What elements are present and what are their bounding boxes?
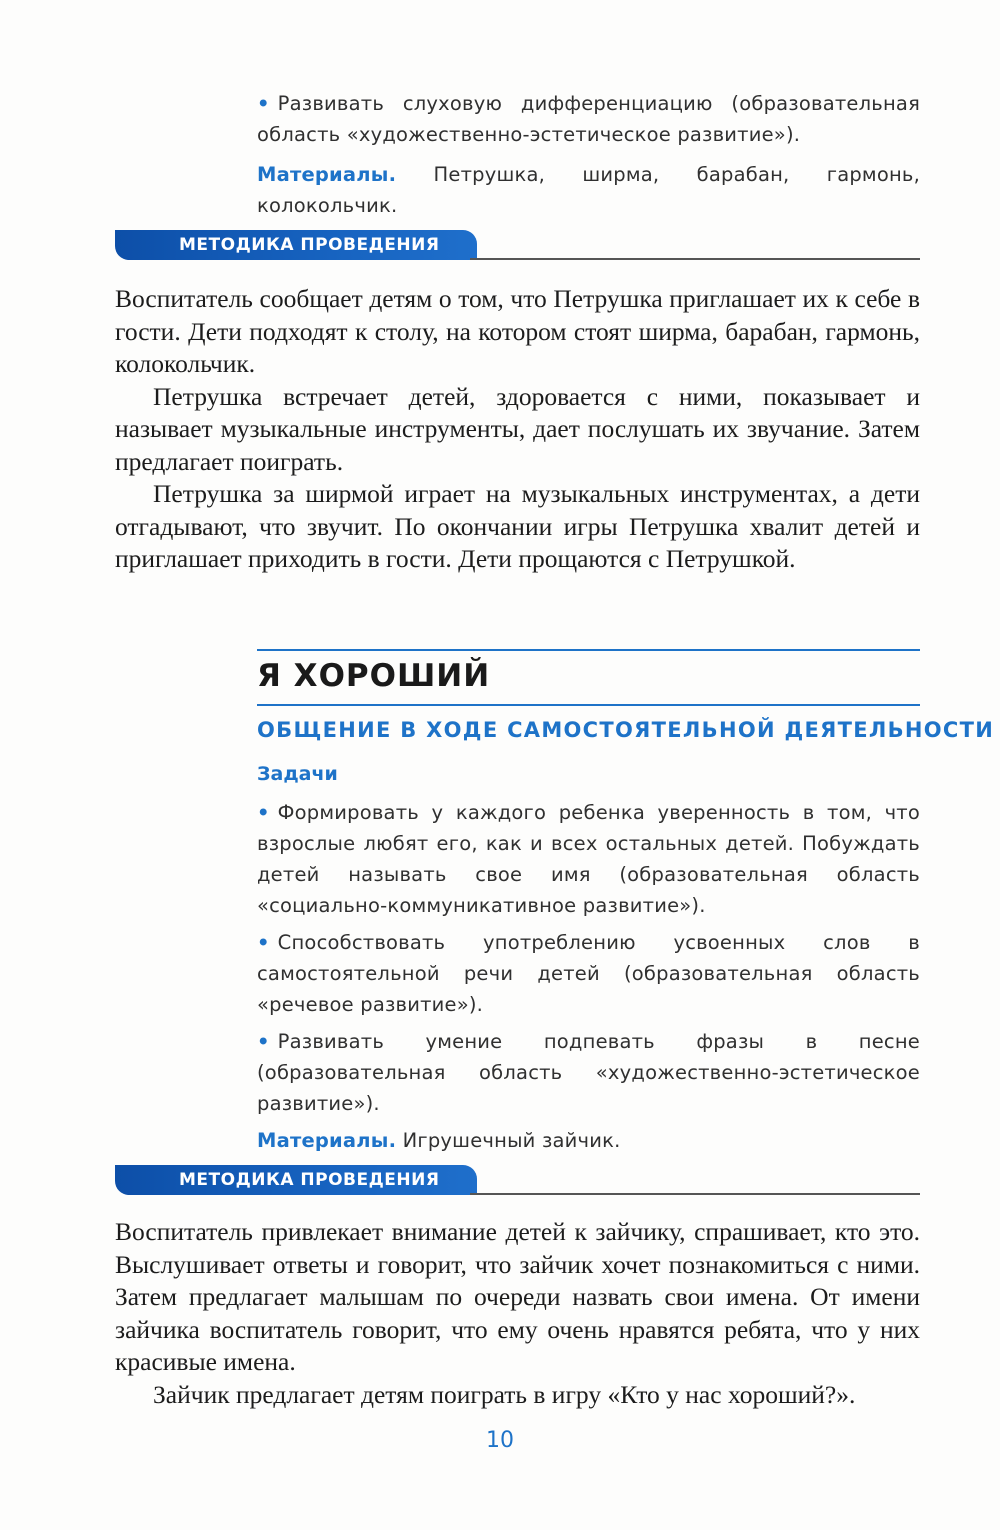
task-item [257,1026,920,1119]
top-task-text: Развивать слуховую дифференциацию (образовательная область «художественно-эстетическое развитие»). [257,92,920,146]
tasks-label: Задачи [257,763,338,785]
top-task-block [257,88,920,221]
lesson-title: Я ХОРОШИЙ [257,658,491,694]
top-task-bullet [257,88,920,150]
method-header-label: МЕТОДИКА ПРОВЕДЕНИЯ [115,1165,477,1195]
bullet-icon: • [257,801,270,824]
lesson-subtitle: ОБЩЕНИЕ В ХОДЕ САМОСТОЯТЕЛЬНОЙ ДЕЯТЕЛЬНОСТИ [257,718,995,742]
materials-label: Материалы. [257,1129,397,1152]
paragraph: Зайчик предлагает детям поиграть в игру «Кто у нас хороший?». [153,1379,856,1409]
materials-text: Петрушка, ширма, барабан, гармонь, колокольчик. [257,163,921,217]
paragraph: Воспитатель привлекает внимание детей к зайчику, спрашивает, кто это. Выслушивает ответы и говорит, что зайчик хочет познакомиться с ними. Затем предлагает малышам по очереди назвать свои имена. От имени зайчика воспитатель говорит, что ему очень нравятся ребята, что у них красивые имена. [115,1217,920,1376]
title-rule-bottom [257,704,920,706]
title-rule-top [257,649,920,651]
method-header-rule [470,1193,920,1195]
paragraph: Петрушка встречает детей, здоровается с ними, показывает и называет музыкальные инструменты, дает послушать их звучание. Затем предлагает поиграть. [115,381,920,476]
method-text-2 [115,1216,920,1411]
task-item [257,797,920,921]
bullet-icon: • [257,931,270,954]
page-number: 10 [486,1428,514,1453]
task-item [257,927,920,1020]
method-text-1 [115,283,920,576]
method-header-rule [470,258,920,260]
task-text: Формировать у каждого ребенка уверенность в том, что взрослые любят его, как и всех остальных детей. Побуждать детей называть свое имя (образовательная область «социально-коммуникативное развитие»). [257,801,920,917]
materials-label: Материалы. [257,163,397,186]
method-header-2 [115,1165,920,1195]
materials-text: Игрушечный зайчик. [402,1129,621,1152]
bullet-icon: • [257,1030,270,1053]
bullet-icon: • [257,92,270,115]
method-header-label: МЕТОДИКА ПРОВЕДЕНИЯ [115,230,477,260]
paragraph: Воспитатель сообщает детям о том, что Петрушка приглашает их к себе в гости. Дети подходят к столу, на котором стоят ширма, барабан, гармонь, колокольчик. [115,284,920,378]
lesson-materials [257,1125,920,1156]
tasks-list [257,797,920,1156]
method-header-1 [115,230,920,260]
task-text: Развивать умение подпевать фразы в песне (образовательная область «художественно-эстетическое развитие»). [257,1030,920,1115]
top-materials [257,159,920,221]
paragraph: Петрушка за ширмой играет на музыкальных инструментах, а дети отгадывают, что звучит. По окончании игры Петрушка хвалит детей и приглашает приходить в гости. Дети прощаются с Петрушкой. [115,479,920,573]
task-text: Способствовать употреблению усвоенных слов в самостоятельной речи детей (образовательная область «речевое развитие»). [257,931,920,1016]
